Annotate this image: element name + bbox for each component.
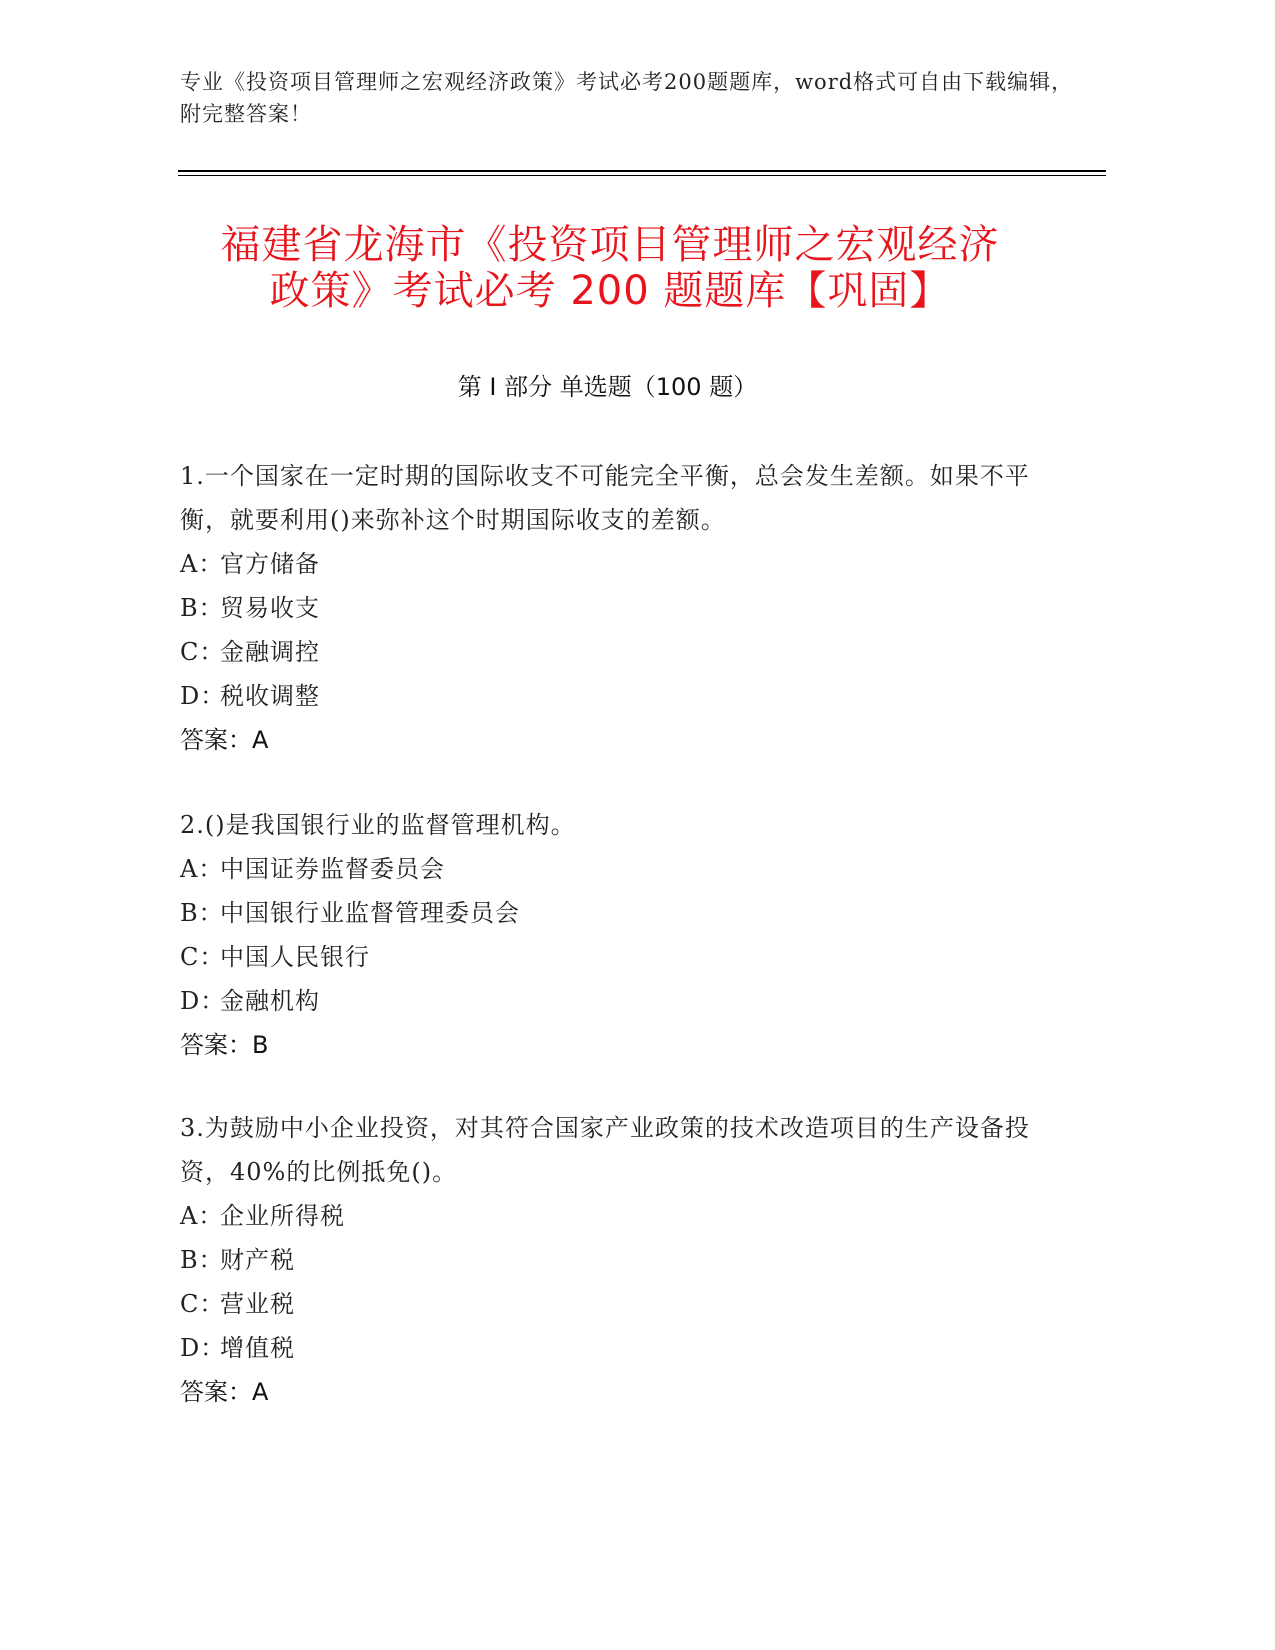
header-note: 专业《投资项目管理师之宏观经济政策》考试必考200题题库，word格式可自由下载编辑，附完整答案！ [180,70,1074,126]
option-a [180,847,1040,891]
option-b [180,586,1040,630]
option-text: 中国人民银行 [220,943,370,971]
question-stem: 2.()是我国银行业的监督管理机构。 [180,811,576,839]
option-text: 金融调控 [220,638,320,666]
option-letter: C： [180,638,225,666]
option-a [180,1194,1040,1238]
header-divider-thin [178,175,1106,176]
option-text: 财产税 [220,1246,295,1274]
option-text: 贸易收支 [220,594,320,622]
option-letter: B： [180,1246,224,1274]
question-2 [180,803,1040,1067]
answer-line: 答案：A [180,1378,269,1406]
option-letter: B： [180,899,224,927]
option-letter: D： [180,987,226,1015]
option-d [180,1326,1040,1370]
option-letter: C： [180,943,225,971]
option-letter: A： [180,550,224,578]
option-c [180,1282,1040,1326]
option-letter: C： [180,1290,225,1318]
question-stem: 1.一个国家在一定时期的国际收支不可能完全平衡，总会发生差额。如果不平衡，就要利用()来弥补这个时期国际收支的差额。 [180,462,1030,534]
header-divider-thick [178,170,1106,172]
option-d [180,674,1040,718]
option-text: 官方储备 [220,550,320,578]
document-title [150,222,1070,314]
option-text: 企业所得税 [220,1202,345,1230]
answer-line: 答案：B [180,1031,269,1059]
section-heading: 第 I 部分 单选题（100 题） [457,373,758,401]
option-letter: D： [180,1334,226,1362]
question-3 [180,1106,1040,1414]
option-text: 中国证券监督委员会 [220,855,445,883]
option-text: 税收调整 [220,682,320,710]
question-1 [180,454,1040,762]
option-text: 中国银行业监督管理委员会 [220,899,520,927]
answer-line: 答案：A [180,726,269,754]
option-letter: D： [180,682,226,710]
option-text: 金融机构 [220,987,320,1015]
option-letter: A： [180,855,224,883]
option-c [180,935,1040,979]
option-letter: B： [180,594,224,622]
option-text: 营业税 [220,1290,295,1318]
question-stem: 3.为鼓励中小企业投资，对其符合国家产业政策的技术改造项目的生产设备投资，40%的比例抵免()。 [180,1114,1030,1186]
option-b [180,891,1040,935]
document-title-line-1: 福建省龙海市《投资项目管理师之宏观经济 [220,222,1000,268]
option-a [180,542,1040,586]
option-b [180,1238,1040,1282]
option-text: 增值税 [220,1334,295,1362]
option-letter: A： [180,1202,224,1230]
option-d [180,979,1040,1023]
document-title-line-2: 政策》考试必考 200 题题库【巩固】 [269,268,951,314]
option-c [180,630,1040,674]
